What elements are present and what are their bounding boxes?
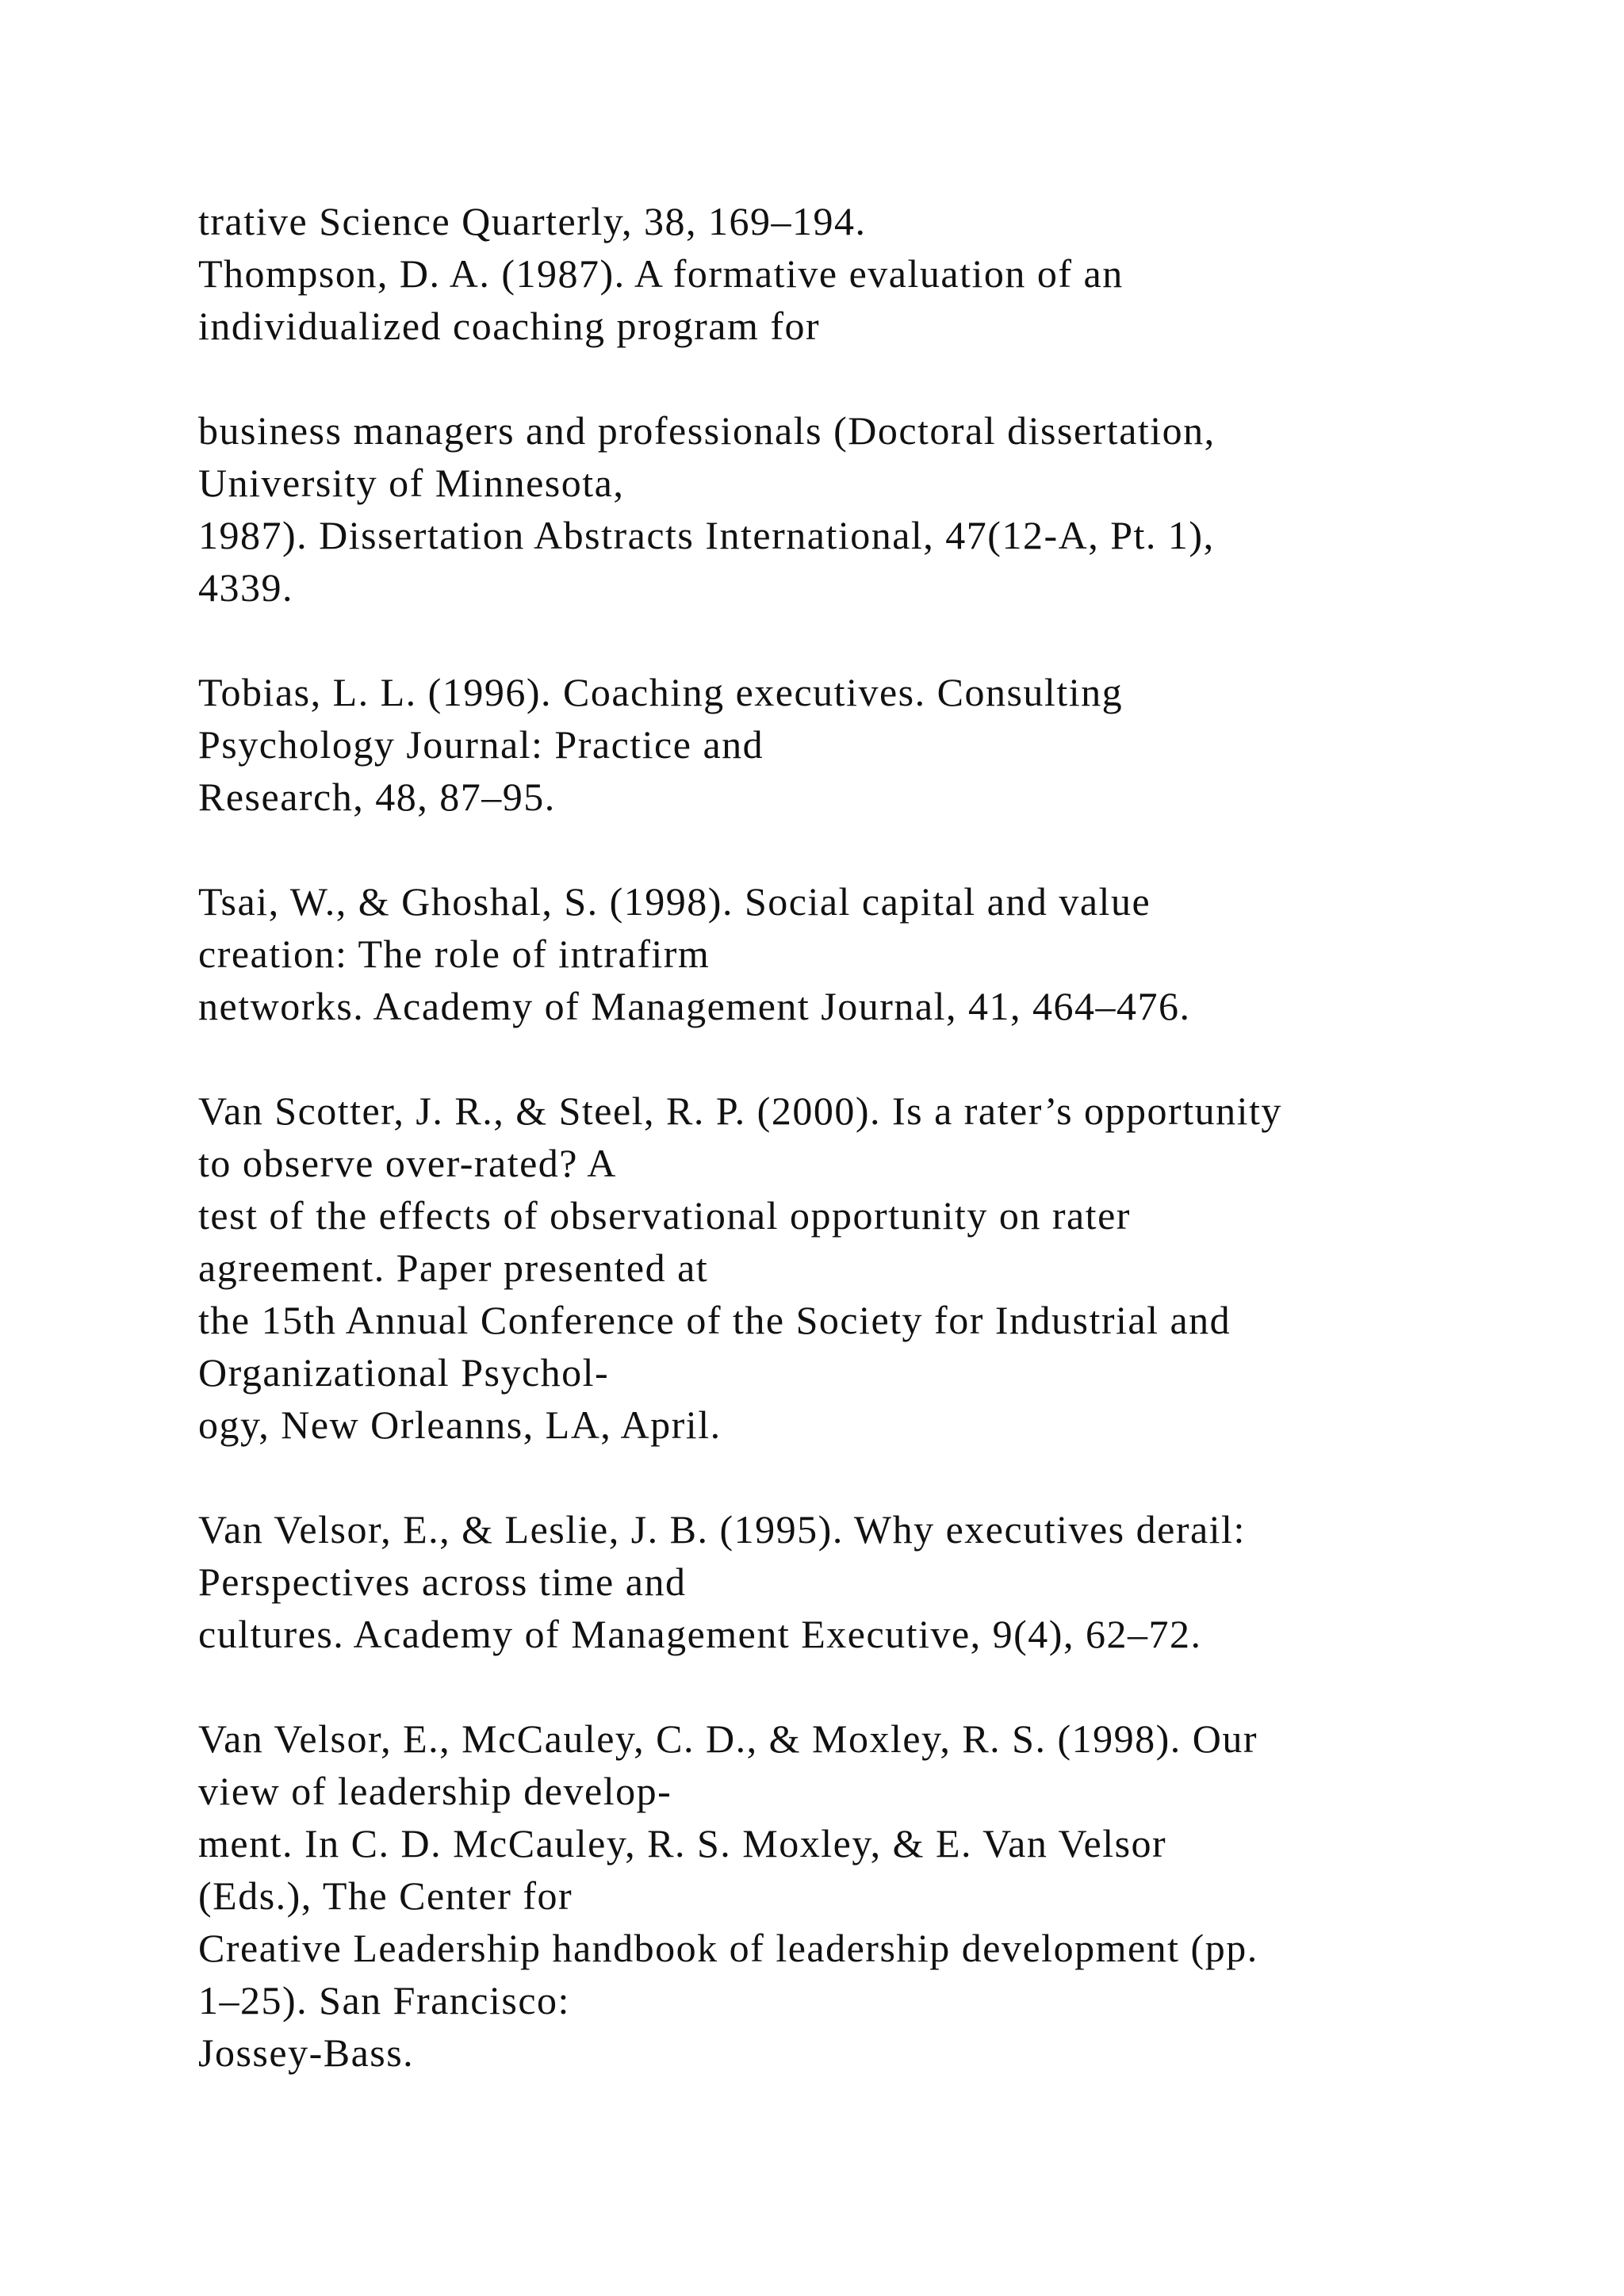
reference-line: the 15th Annual Conference of the Society for Industrial and — [198, 1298, 1231, 1342]
paragraph-gap — [198, 1660, 1546, 1712]
reference-line: Perspectives across time and — [198, 1559, 687, 1604]
reference-line: test of the effects of observational opportunity on rater — [198, 1193, 1131, 1238]
reference-line: individualized coaching program for — [198, 304, 821, 348]
reference-line: (Eds.), The Center for — [198, 1873, 573, 1918]
reference-line: Research, 48, 87–95. — [198, 775, 556, 819]
reference-line: Organizational Psychol- — [198, 1350, 610, 1395]
paragraph-gap — [198, 823, 1546, 875]
paragraph-gap — [198, 614, 1546, 666]
reference-entry — [198, 195, 1546, 352]
reference-entry — [198, 875, 1546, 1032]
reference-line: agreement. Paper presented at — [198, 1246, 709, 1290]
reference-list — [198, 195, 1546, 2079]
reference-line: trative Science Quarterly, 38, 169–194. — [198, 199, 867, 243]
paragraph-gap — [198, 1032, 1546, 1085]
reference-line: cultures. Academy of Management Executive, 9(4), 62–72. — [198, 1612, 1202, 1656]
paragraph-gap — [198, 1451, 1546, 1503]
reference-line: Jossey-Bass. — [198, 2030, 415, 2075]
reference-entry — [198, 1712, 1546, 2079]
reference-line: Creative Leadership handbook of leadership development (pp. — [198, 1926, 1258, 1970]
reference-line: Thompson, D. A. (1987). A formative evaluation of an — [198, 251, 1124, 296]
reference-line: Van Scotter, J. R., & Steel, R. P. (2000). Is a rater’s opportunity — [198, 1089, 1282, 1133]
reference-line: 1–25). San Francisco: — [198, 1978, 570, 2022]
paragraph-gap — [198, 352, 1546, 404]
reference-line: networks. Academy of Management Journal, 41, 464–476. — [198, 984, 1191, 1028]
reference-line: Tobias, L. L. (1996). Coaching executives. Consulting — [198, 670, 1124, 714]
reference-entry — [198, 1503, 1546, 1660]
reference-line: ogy, New Orleanns, LA, April. — [198, 1402, 722, 1447]
reference-line: view of leadership develop- — [198, 1769, 672, 1813]
reference-line: 1987). Dissertation Abstracts International, 47(12-A, Pt. 1), — [198, 513, 1215, 557]
reference-line: ment. In C. D. McCauley, R. S. Moxley, & E. Van Velsor — [198, 1821, 1167, 1866]
reference-line: to observe over-rated? A — [198, 1141, 617, 1185]
reference-line: Tsai, W., & Ghoshal, S. (1998). Social capital and value — [198, 879, 1151, 924]
reference-entry — [198, 1085, 1546, 1451]
reference-line: Psychology Journal: Practice and — [198, 722, 764, 767]
reference-line: University of Minnesota, — [198, 461, 625, 505]
reference-line: business managers and professionals (Doctoral dissertation, — [198, 408, 1216, 453]
reference-line: Van Velsor, E., McCauley, C. D., & Moxley, R. S. (1998). Our — [198, 1716, 1258, 1761]
reference-line: 4339. — [198, 565, 293, 610]
reference-line: creation: The role of intrafirm — [198, 932, 710, 976]
reference-entry — [198, 404, 1546, 614]
reference-entry — [198, 666, 1546, 823]
reference-line: Van Velsor, E., & Leslie, J. B. (1995). Why executives derail: — [198, 1507, 1246, 1552]
